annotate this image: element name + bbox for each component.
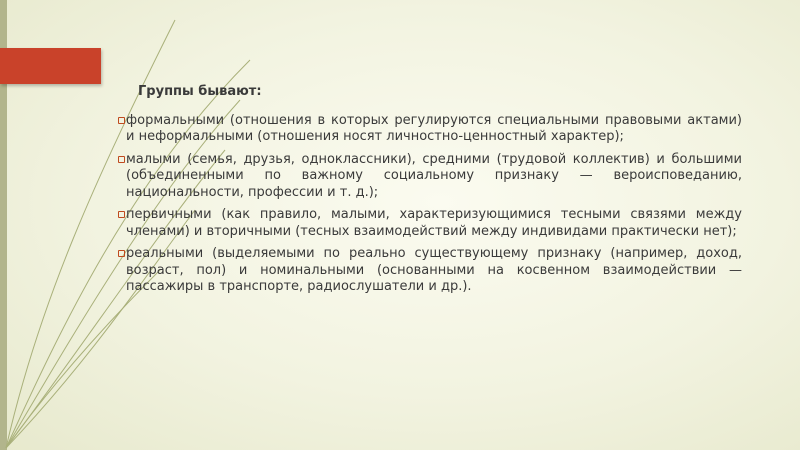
list-item-text: реальными (выделяемыми по реально существующему признаку (например, доход, возраст, пол) и номинальными (основанными на косвенном взаимодействии — пассажиры в транспорте, радиослушатели и др.).	[126, 246, 742, 294]
list-item	[118, 152, 742, 202]
list-item-text: малыми (семья, друзья, одноклассники), средними (трудовой коллектив) и большими (объединенными по важному социальному признаку — вероисповеданию, национальности, профессии и т. д.);	[126, 151, 742, 200]
hollow-square-bullet-icon	[118, 156, 125, 163]
hollow-square-bullet-icon	[118, 211, 125, 218]
hollow-square-bullet-icon	[118, 250, 125, 257]
slide-content	[118, 84, 742, 302]
list-item	[118, 207, 742, 240]
list-item-text: формальными (отношения в которых регулируются специальными правовыми актами) и неформальными (отношения носят личностно-ценностный характер);	[126, 112, 742, 144]
title-accent-tab	[0, 48, 101, 84]
list-item-text: первичными (как правило, малыми, характеризующимися тесными связями между членами) и вторичными (тесных взаимодействий между индивидами практически нет);	[126, 207, 742, 239]
slide-heading: Группы бывают:	[138, 84, 262, 99]
list-item	[118, 246, 742, 296]
list-item	[118, 113, 742, 146]
hollow-square-bullet-icon	[118, 117, 125, 124]
